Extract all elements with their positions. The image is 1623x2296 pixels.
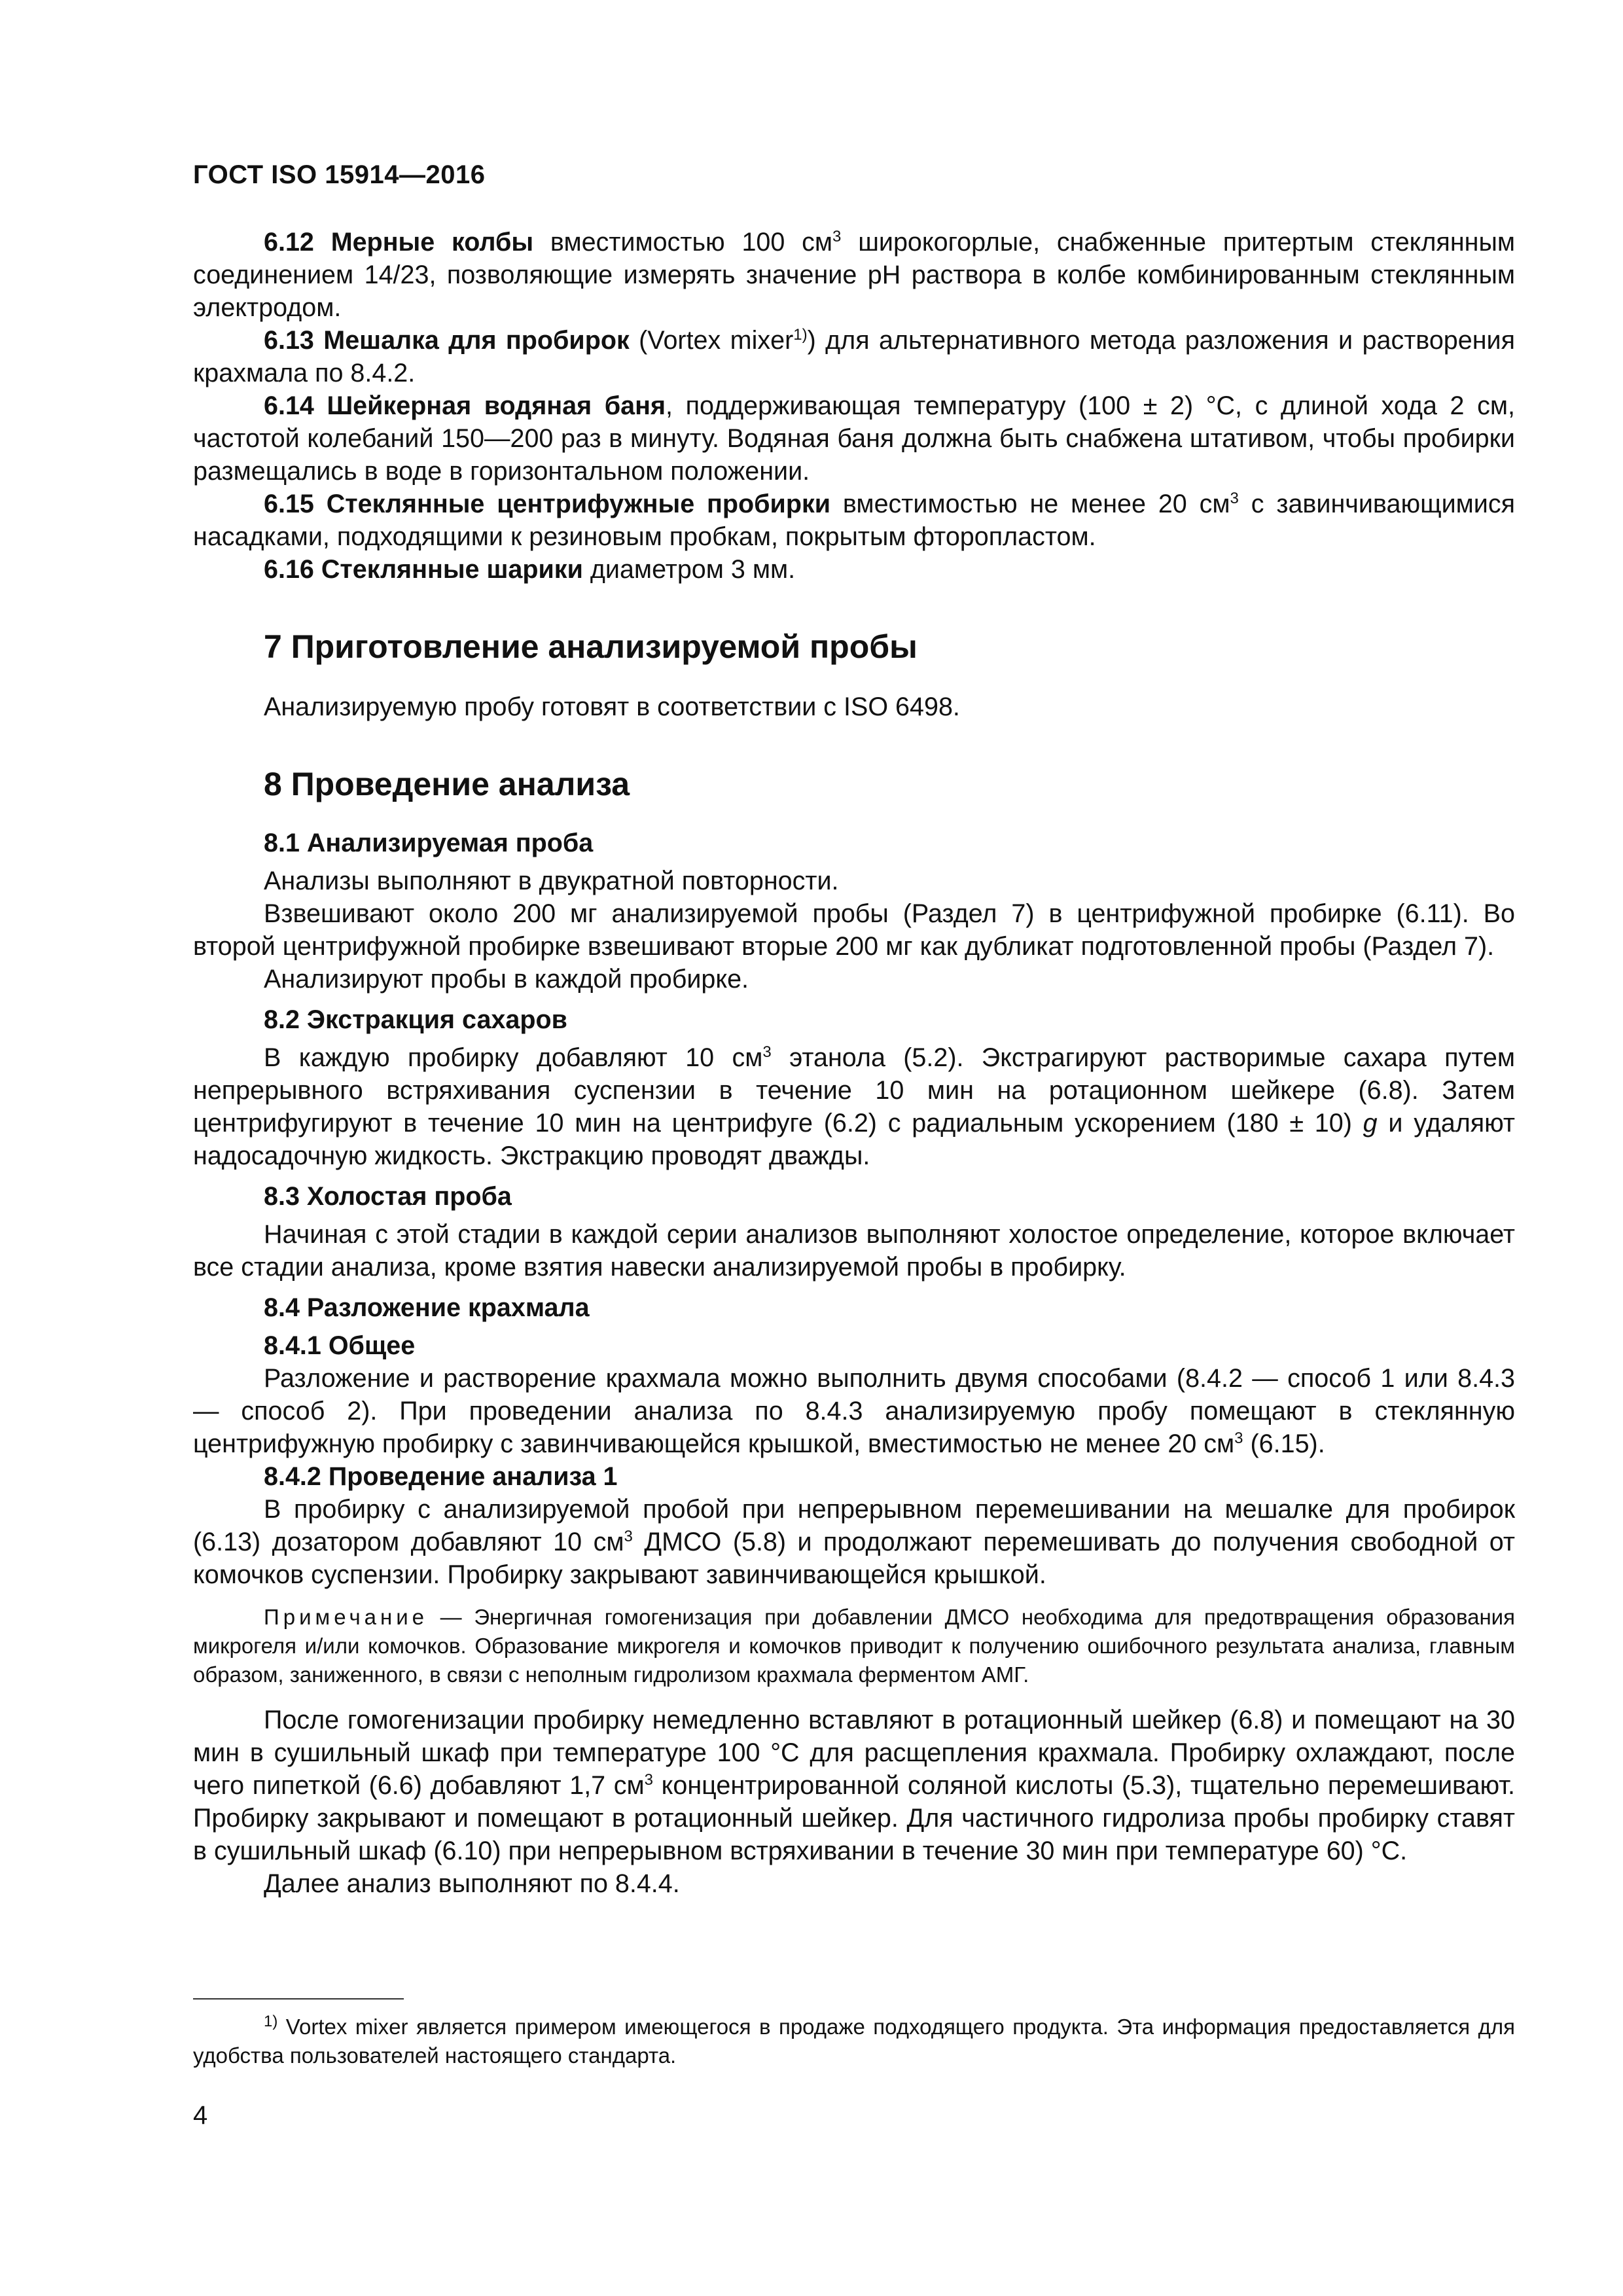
footnote-text: Vortex mixer является примером имеющегося в продаже подходящего продукта. Эта информация предоставляется для удобства пользователей настоящего стандарта.: [193, 2015, 1515, 2068]
paragraph: Анализируют пробы в каждой пробирке.: [264, 965, 749, 994]
section-8-heading: 8 Проведение анализа: [264, 766, 630, 802]
subsection-8-4-heading: 8.4 Разложение крахмала: [264, 1293, 590, 1322]
clause-term: Мерные колбы: [330, 228, 534, 257]
clause-number: 6.12: [264, 228, 314, 257]
clause-text: вместимостью 100 см: [533, 228, 833, 257]
document-body: [193, 226, 1515, 1900]
superscript: 3: [832, 227, 842, 245]
superscript: 3: [644, 1770, 654, 1789]
clause-number: 6.15: [264, 490, 314, 518]
subsection-8-3-heading: 8.3 Холостая проба: [264, 1182, 512, 1211]
clause-text: диаметром 3 мм.: [582, 555, 796, 584]
paragraph: Далее анализ выполняют по 8.4.4.: [264, 1869, 680, 1898]
note-label: Примечание: [264, 1605, 429, 1629]
footnote-mark: 1): [264, 2013, 278, 2030]
paragraph: [193, 1362, 1515, 1460]
italic-g: g: [1363, 1109, 1378, 1138]
clause-text: с завинчивающимися насадками, подходящими к резиновым пробкам, покрытым фторопластом.: [193, 490, 1515, 551]
superscript: 3: [624, 1527, 633, 1545]
document-header: ГОСТ ISO 15914—2016: [193, 160, 486, 189]
footnote-separator: [193, 1998, 404, 2000]
clause-6-15: [193, 488, 1515, 553]
subsection-8-4-2-heading: 8.4.2 Проведение анализа 1: [264, 1462, 618, 1491]
clause-number: 6.16: [264, 555, 314, 584]
clause-term: Стеклянные центрифужные пробирки: [326, 490, 831, 518]
subsection-8-1-heading: 8.1 Анализируемая проба: [264, 829, 594, 857]
clause-6-12: [193, 226, 1515, 324]
footnote-reference: 1): [793, 325, 808, 344]
clause-text: ) для альтернативного метода разложения и растворения крахмала по 8.4.2.: [193, 326, 1515, 387]
text: Разложение и растворение крахмала можно выполнить двумя способами (8.4.2 — способ 1 или 8.4.3 — способ 2). При проведении анализа по 8.4.3 анализируемую пробу помещают в стеклянную центрифужную пробирку с завинчивающейся крышкой, вместимостью не менее 20 см: [193, 1364, 1515, 1458]
paragraph: [193, 1041, 1515, 1172]
subsection-8-2-heading: 8.2 Экстракция сахаров: [264, 1005, 567, 1034]
superscript: 3: [1234, 1429, 1243, 1447]
clause-6-13: [193, 324, 1515, 389]
paragraph: Анализы выполняют в двукратной повторности.: [264, 867, 839, 895]
paragraph: Взвешивают около 200 мг анализируемой пробы (Раздел 7) в центрифужной пробирке (6.11). Во второй центрифужной пробирке взвешивают вторые 200 мг как дубликат подготовленной пробы (Раздел 7).: [193, 899, 1515, 961]
superscript: 3: [762, 1043, 772, 1061]
paragraph: [193, 1493, 1515, 1591]
clause-text: широкогорлые, снабженные притертым стеклянным соединением 14/23, позволяющие измерять значение pH раствора в колбе комбинированным стеклянным электродом.: [193, 228, 1515, 322]
note: [193, 1603, 1515, 1689]
page-number: 4: [193, 2101, 208, 2130]
text: ДМСО (5.8) и продолжают перемешивать до получения свободной от комочков суспензии. Пробирку закрывают завинчивающейся крышкой.: [193, 1528, 1515, 1589]
paragraph: Начиная с этой стадии в каждой серии анализов выполняют холостое определение, которое включает все стадии анализа, кроме взятия навески анализируемой пробы в пробирку.: [193, 1220, 1515, 1282]
clause-text: (Vortex mixer: [629, 326, 794, 355]
clause-number: 6.14: [264, 391, 314, 420]
clause-term: Мешалка для пробирок: [323, 326, 630, 355]
text: концентрированной соляной кислоты (5.3), тщательно перемешивают. Пробирку закрывают и помещают в ротационный шейкер. Для частичного гидролиза пробы пробирку ставят в сушильный шкаф (6.10) при непрерывном встряхивании в течение 30 мин при температуре 60) °C.: [193, 1771, 1515, 1865]
paragraph: [193, 1704, 1515, 1867]
text: и удаляют надосадочную жидкость. Экстракцию проводят дважды.: [193, 1109, 1515, 1170]
clause-term: Шейкерная водяная баня: [327, 391, 666, 420]
text: этанола (5.2). Экстрагируют растворимые сахара путем непрерывного встряхивания суспензии в течение 10 мин на ротационном шейкере (6.8). Затем центрифугируют в течение 10 мин на центрифуге (6.2) с радиальным ускорением (180 ± 10): [193, 1043, 1515, 1138]
clause-number: 6.13: [264, 326, 314, 355]
text: (6.15).: [1243, 1429, 1325, 1458]
text: В пробирку с анализируемой пробой при непрерывном перемешивании на мешалке для пробирок (6.13) дозатором добавляют 10 см: [193, 1495, 1515, 1556]
subsection-8-4-1-heading: 8.4.1 Общее: [264, 1331, 416, 1360]
text: После гомогенизации пробирку немедленно вставляют в ротационный шейкер (6.8) и помещают на 30 мин в сушильный шкаф при температуре 100 °C для расщепления крахмала. Пробирку охлаждают, после чего пипеткой (6.6) добавляют 1,7 см: [193, 1706, 1515, 1800]
clause-text: , поддерживающая температуру (100 ± 2) °C, с длиной хода 2 см, частотой колебаний 150—200 раз в минуту. Водяная баня должна быть снабжена штативом, чтобы пробирки размещались в воде в горизонтальном положении.: [193, 391, 1515, 486]
footnote: [193, 2013, 1515, 2070]
clause-text: вместимостью не менее 20 см: [830, 490, 1230, 518]
clause-6-14: [193, 389, 1515, 488]
clause-term: Стеклянные шарики: [321, 555, 583, 584]
section-7-paragraph: Анализируемую пробу готовят в соответствии с ISO 6498.: [264, 692, 960, 721]
note-text: — Энергичная гомогенизация при добавлении ДМСО необходима для предотвращения образования микрогеля и/или комочков. Образование микрогеля и комочков приводит к получению ошибочного результата анализа, главным образом, заниженного, в связи с неполным гидролизом крахмала ферментом АМГ.: [193, 1605, 1515, 1687]
text: В каждую пробирку добавляют 10 см: [264, 1043, 763, 1072]
section-7-heading: 7 Приготовление анализируемой пробы: [264, 628, 918, 665]
clause-6-16: [193, 553, 1515, 586]
superscript: 3: [1230, 489, 1239, 507]
